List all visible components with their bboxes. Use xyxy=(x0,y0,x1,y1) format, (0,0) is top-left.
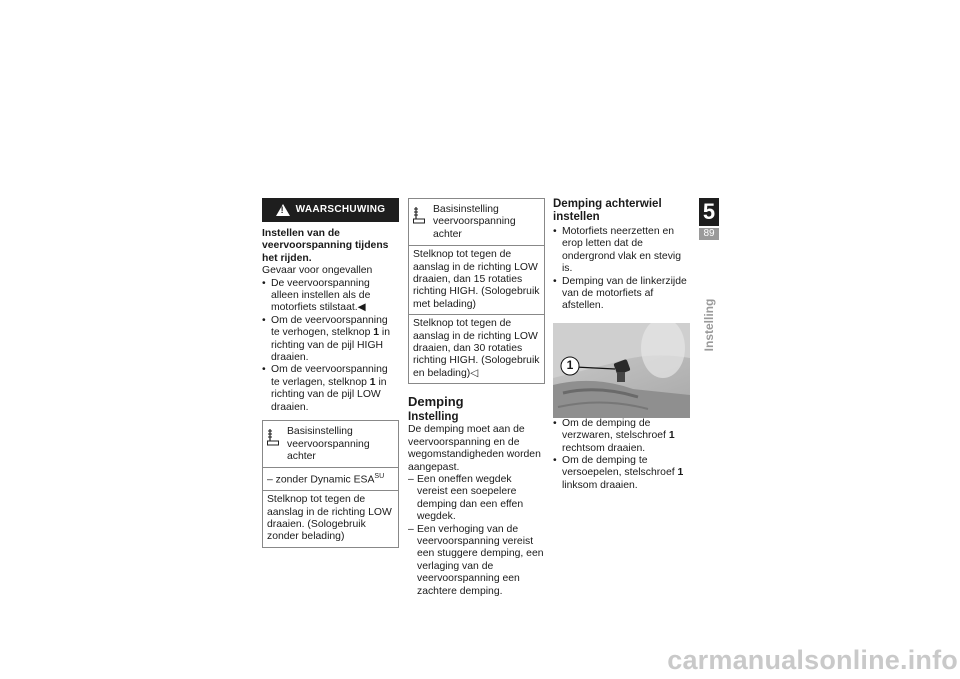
list-text: Om de veervoorspanning te verhogen, stelknop xyxy=(271,314,388,339)
watermark: carmanualsonline.info xyxy=(667,645,958,675)
chapter-tab xyxy=(699,198,719,240)
spec-table-title: Basisinstelling veervoorspanning achter xyxy=(433,204,516,240)
spec-table-row: Stelknop tot tegen de aanslag in de richting LOW draaien, dan 15 rotaties richting HIGH. (Sologebruik met belading) xyxy=(409,245,544,314)
ref-number: 1 xyxy=(369,376,376,388)
spec-table-1 xyxy=(262,420,399,548)
column-3 xyxy=(553,198,691,492)
spec-table-header xyxy=(263,421,398,467)
list-item xyxy=(553,455,691,492)
spec-table-2 xyxy=(408,198,545,384)
spring-adjust-icon xyxy=(267,426,281,463)
spec-row-text: – zonder Dynamic ESA xyxy=(267,474,375,486)
spec-table-row xyxy=(263,467,398,490)
damping-list xyxy=(553,418,691,492)
body-paragraph: De demping moet aan de veervoorspanning en de wegomstandigheden worden aangepast. xyxy=(408,424,541,473)
warning-title: Instellen van de veervoorspanning tijdens het rijden. xyxy=(262,228,389,264)
list-item: • Demping van de linkerzijde van de motorfiets af afstellen. xyxy=(553,276,691,313)
warning-header xyxy=(262,198,399,222)
list-text: rechtsom draaien. xyxy=(562,442,646,454)
column-1 xyxy=(262,198,399,548)
warning-bullet: • De veervoorspanning alleen instellen als de motorfiets stilstaat.◀ xyxy=(262,278,399,315)
dash-list xyxy=(408,474,545,598)
list-item xyxy=(262,364,399,414)
chapter-number: 5 xyxy=(699,198,719,226)
section-title: Demping achterwiel instellen xyxy=(553,198,662,223)
ref-number: 1 xyxy=(668,430,675,442)
section-title: Demping xyxy=(408,394,464,410)
list-item: – Een oneffen wegdek vereist een soepelere demping dan een effen wegdek. xyxy=(408,474,545,524)
warning-list xyxy=(262,278,399,315)
warning-intro: Gevaar voor ongevallen xyxy=(262,265,373,277)
section-label: Instelling xyxy=(702,298,716,352)
adjust-list xyxy=(262,315,399,414)
ref-number: 1 xyxy=(677,467,684,479)
list-text: in richting van de pijl LOW draaien. xyxy=(271,376,387,413)
list-item xyxy=(553,418,691,455)
spec-table-row: Stelknop tot tegen de aanslag in de richting LOW draaien. (Sologebruik zonder belading) xyxy=(263,490,398,547)
list-item: – Een verhoging van de veervoorspanning vereist een stuggere demping, een verlaging van de veervoorspanning een zachtere demping. xyxy=(408,524,545,598)
section-label-vertical xyxy=(699,295,719,355)
warning-label: WAARSCHUWING xyxy=(295,203,386,215)
spring-adjust-icon xyxy=(413,204,427,241)
photo-callout-number: 1 xyxy=(566,357,574,372)
page-number: 89 xyxy=(699,228,719,240)
subsection-title: Instelling xyxy=(408,411,459,424)
spec-table-row: Stelknop tot tegen de aanslag in de richting LOW draaien, dan 30 rotaties richting HIGH. (Sologebruik en belading)◁ xyxy=(409,314,544,383)
list-text: Om de veervoorspanning te verlagen, stelknop xyxy=(271,364,388,388)
list-text: in richting van de pijl HIGH draaien. xyxy=(271,327,391,364)
damping-adjuster-photo xyxy=(553,323,690,418)
spec-row-sup: SU xyxy=(374,473,385,481)
spec-table-header xyxy=(409,199,544,245)
ref-number: 1 xyxy=(373,327,380,339)
prep-list xyxy=(553,226,691,313)
list-text: Om de demping de verzwaren, stelschroef xyxy=(562,417,669,442)
list-text: linksom draaien. xyxy=(562,479,638,491)
column-2 xyxy=(408,198,545,598)
list-item: • Motorfiets neerzetten en erop letten dat de ondergrond vlak en stevig is. xyxy=(553,226,691,276)
list-item xyxy=(262,315,399,365)
list-text: Om de demping te versoepelen, stelschroef xyxy=(562,455,678,479)
spec-table-title: Basisinstelling veervoorspanning achter xyxy=(287,426,370,462)
warning-triangle-icon xyxy=(276,204,290,216)
